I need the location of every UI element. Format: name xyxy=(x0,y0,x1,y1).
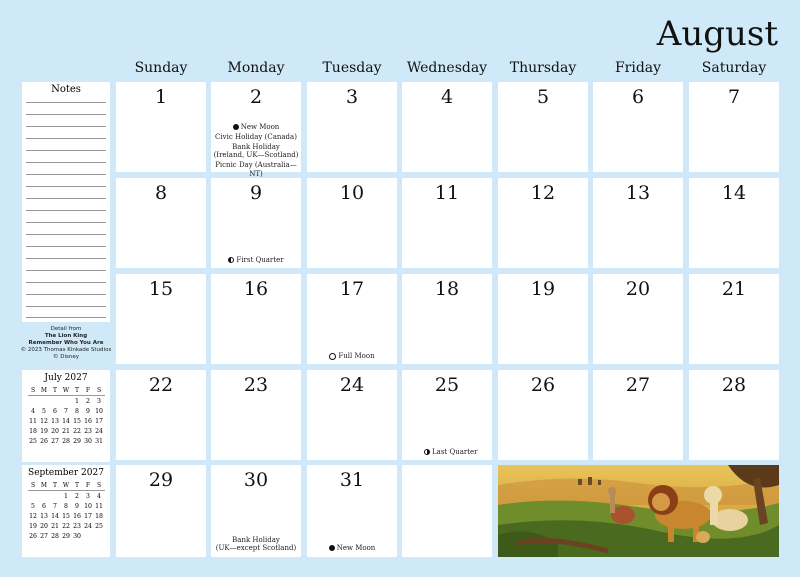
day-number: 24 xyxy=(339,374,365,396)
day-number: 30 xyxy=(243,469,269,491)
mini-day: 24 xyxy=(95,427,103,435)
event-bank-holiday-uk-region: (UK—except Scotland) xyxy=(215,544,297,552)
mini-dow: M xyxy=(39,385,50,396)
day-number: 26 xyxy=(530,374,556,396)
mini-day: 19 xyxy=(40,427,48,435)
day-cell-20[interactable] xyxy=(593,274,683,364)
day-number: 1 xyxy=(154,86,168,108)
day-number: 22 xyxy=(148,374,174,396)
mini-dow: S xyxy=(94,385,105,396)
mini-day: 1 xyxy=(75,397,79,405)
notes-line xyxy=(26,138,106,139)
mini-calendar-title: July 2027 xyxy=(44,373,88,383)
day-cell-9[interactable] xyxy=(211,178,301,268)
notes-line xyxy=(26,258,106,259)
day-number: 14 xyxy=(721,182,747,204)
mini-day: 9 xyxy=(75,502,79,510)
day-number: 11 xyxy=(434,182,460,204)
mini-day xyxy=(61,396,72,407)
mini-day xyxy=(94,531,105,541)
mini-day: 11 xyxy=(95,502,103,510)
mini-day: 17 xyxy=(95,417,103,425)
weekday-saturday: Saturday xyxy=(701,60,767,76)
mini-day xyxy=(39,491,50,502)
mini-dow: W xyxy=(61,480,72,491)
event-bank-holiday: Bank Holiday xyxy=(232,143,280,151)
day-number: 13 xyxy=(625,182,651,204)
day-cell-25[interactable] xyxy=(402,370,492,460)
day-cell-15[interactable] xyxy=(116,274,206,364)
mini-day: 30 xyxy=(84,437,92,445)
day-number: 9 xyxy=(249,182,263,204)
event-first-quarter: First Quarter xyxy=(213,256,299,265)
notes-line xyxy=(26,317,106,318)
mini-day: 21 xyxy=(51,522,59,530)
event-picnic-day: Picnic Day (Australia—NT) xyxy=(215,161,297,178)
day-cell-7[interactable] xyxy=(689,82,779,172)
event-bank-holiday-uk: Bank Holiday xyxy=(232,536,280,544)
mini-day: 29 xyxy=(73,437,81,445)
credit-copyright-kinkade: © 2023 Thomas Kinkade Studios xyxy=(20,347,112,353)
mini-day: 14 xyxy=(51,512,59,520)
weekday-monday: Monday xyxy=(227,60,285,76)
day-cell-11[interactable] xyxy=(402,178,492,268)
mini-day: 10 xyxy=(95,407,103,415)
mini-day: 21 xyxy=(62,427,70,435)
credit-copyright-disney: © Disney xyxy=(52,354,79,360)
day-cell-1[interactable] xyxy=(116,82,206,172)
event-full-moon: Full Moon xyxy=(309,352,395,361)
day-cell-5[interactable] xyxy=(498,82,588,172)
mini-day: 22 xyxy=(62,522,70,530)
day-number: 12 xyxy=(530,182,556,204)
day-cell-8[interactable] xyxy=(116,178,206,268)
mini-day: 30 xyxy=(73,532,81,540)
full-moon-icon xyxy=(329,353,336,360)
day-number: 6 xyxy=(631,86,645,108)
event-bank-holiday-region: (Ireland, UK—Scotland) xyxy=(213,151,299,159)
weekday-wednesday: Wednesday xyxy=(406,60,488,76)
day-number: 25 xyxy=(434,374,460,396)
event-new-moon-31: New Moon xyxy=(309,544,395,553)
day-cell-28[interactable] xyxy=(689,370,779,460)
weekday-sunday: Sunday xyxy=(134,60,188,76)
notes-line xyxy=(26,198,106,199)
mini-day: 10 xyxy=(84,502,92,510)
notes-line xyxy=(26,294,106,295)
first-quarter-moon-icon xyxy=(228,257,234,263)
mini-day: 29 xyxy=(62,532,70,540)
day-cell-13[interactable] xyxy=(593,178,683,268)
mini-calendar-july xyxy=(22,370,110,462)
mini-dow: S xyxy=(94,480,105,491)
mini-calendar-title: September 2027 xyxy=(28,468,104,478)
mini-day: 16 xyxy=(73,512,81,520)
mini-day xyxy=(50,396,61,407)
day-number: 18 xyxy=(434,278,460,300)
mini-day: 9 xyxy=(86,407,90,415)
mini-day: 27 xyxy=(40,532,48,540)
mini-dow: F xyxy=(83,385,94,396)
mini-day: 15 xyxy=(62,512,70,520)
weekday-friday: Friday xyxy=(614,60,662,76)
mini-day xyxy=(50,491,61,502)
mini-day: 22 xyxy=(73,427,81,435)
mini-day: 1 xyxy=(64,492,68,500)
empty-cell xyxy=(402,465,492,557)
day-number: 20 xyxy=(625,278,651,300)
day-cell-4[interactable] xyxy=(402,82,492,172)
art-credit xyxy=(18,326,114,361)
mini-day xyxy=(28,491,39,502)
day-cell-2[interactable] xyxy=(211,82,301,178)
day-number: 28 xyxy=(721,374,747,396)
mini-dow: T xyxy=(50,385,61,396)
credit-artwork-title: The Lion King xyxy=(44,333,88,339)
mini-day: 6 xyxy=(53,407,57,415)
notes-line xyxy=(26,150,106,151)
mini-dow: T xyxy=(50,480,61,491)
notes-title: Notes xyxy=(51,84,81,95)
day-cell-26[interactable] xyxy=(498,370,588,460)
mini-day: 24 xyxy=(84,522,92,530)
day-number: 21 xyxy=(721,278,747,300)
mini-day: 3 xyxy=(86,492,90,500)
mini-calendar-grid xyxy=(28,385,105,446)
lion-king-artwork xyxy=(498,465,779,557)
mini-dow: S xyxy=(28,480,39,491)
notes-line xyxy=(26,186,106,187)
day-cell-23[interactable] xyxy=(211,370,301,460)
day-cell-18[interactable] xyxy=(402,274,492,364)
notes-line xyxy=(26,282,106,283)
mini-day: 8 xyxy=(64,502,68,510)
day-number: 10 xyxy=(339,182,365,204)
mini-day: 26 xyxy=(40,437,48,445)
mini-day: 20 xyxy=(51,427,59,435)
new-moon-icon xyxy=(233,124,239,130)
day-cell-21[interactable] xyxy=(689,274,779,364)
day-number: 15 xyxy=(148,278,174,300)
mini-day xyxy=(28,396,39,407)
day-cell-22[interactable] xyxy=(116,370,206,460)
day-number: 23 xyxy=(243,374,269,396)
mini-day: 17 xyxy=(84,512,92,520)
day-cell-12[interactable] xyxy=(498,178,588,268)
weekday-thursday: Thursday xyxy=(509,60,577,76)
notes-line xyxy=(26,210,106,211)
mini-day: 23 xyxy=(73,522,81,530)
mini-day: 12 xyxy=(29,512,37,520)
day-cell-19[interactable] xyxy=(498,274,588,364)
mini-day: 2 xyxy=(86,397,90,405)
mini-day: 28 xyxy=(51,532,59,540)
day-cell-27[interactable] xyxy=(593,370,683,460)
notes-line xyxy=(26,102,106,103)
mini-dow: T xyxy=(72,385,83,396)
mini-day: 4 xyxy=(97,492,101,500)
event-new-moon: New Moon xyxy=(213,123,299,132)
mini-day: 26 xyxy=(29,532,37,540)
mini-day: 25 xyxy=(95,522,103,530)
mini-day: 20 xyxy=(40,522,48,530)
mini-dow: W xyxy=(61,385,72,396)
mini-day: 18 xyxy=(29,427,37,435)
mini-day: 2 xyxy=(75,492,79,500)
day-number: 27 xyxy=(625,374,651,396)
day-number: 4 xyxy=(440,86,454,108)
day-cell-10[interactable] xyxy=(307,178,397,268)
day-number: 7 xyxy=(727,86,741,108)
mini-day: 25 xyxy=(29,437,37,445)
day-cell-14[interactable] xyxy=(689,178,779,268)
notes-line xyxy=(26,114,106,115)
mini-day: 3 xyxy=(97,397,101,405)
day-number: 16 xyxy=(243,278,269,300)
notes-panel[interactable] xyxy=(22,82,110,322)
event-civic-holiday: Civic Holiday (Canada) xyxy=(215,133,297,141)
mini-dow: S xyxy=(28,385,39,396)
notes-line xyxy=(26,234,106,235)
mini-day: 8 xyxy=(75,407,79,415)
day-cell-17[interactable] xyxy=(307,274,397,364)
day-cell-6[interactable] xyxy=(593,82,683,172)
mini-dow: T xyxy=(72,480,83,491)
mini-day: 7 xyxy=(64,407,68,415)
day-number: 29 xyxy=(148,469,174,491)
mini-day: 7 xyxy=(53,502,57,510)
notes-line xyxy=(26,162,106,163)
mini-calendar-grid xyxy=(28,480,105,541)
day-number: 2 xyxy=(249,86,263,108)
mini-day: 13 xyxy=(51,417,59,425)
day-cell-29[interactable] xyxy=(116,465,206,557)
notes-line xyxy=(26,222,106,223)
mini-dow: F xyxy=(83,480,94,491)
day-number: 31 xyxy=(339,469,365,491)
mini-day: 14 xyxy=(62,417,70,425)
mini-day: 4 xyxy=(31,407,35,415)
notes-line xyxy=(26,126,106,127)
new-moon-icon xyxy=(329,545,335,551)
mini-day: 12 xyxy=(40,417,48,425)
notes-line xyxy=(26,270,106,271)
notes-line xyxy=(26,174,106,175)
day-cell-16[interactable] xyxy=(211,274,301,364)
mini-day: 16 xyxy=(84,417,92,425)
mini-day: 5 xyxy=(42,407,46,415)
mini-day: 11 xyxy=(29,417,37,425)
notes-line xyxy=(26,306,106,307)
mini-day: 6 xyxy=(42,502,46,510)
mini-day: 19 xyxy=(29,522,37,530)
credit-artwork-subtitle: Remember Who You Are xyxy=(28,340,104,346)
mini-day: 13 xyxy=(40,512,48,520)
credit-line-1: Detail from xyxy=(50,326,82,332)
artwork-image xyxy=(498,465,779,557)
mini-calendar-september xyxy=(22,465,110,557)
mini-day xyxy=(83,531,94,541)
day-number: 19 xyxy=(530,278,556,300)
mini-dow: M xyxy=(39,480,50,491)
day-cell-30[interactable] xyxy=(211,465,301,557)
day-number: 8 xyxy=(154,182,168,204)
last-quarter-moon-icon xyxy=(424,449,430,455)
notes-line xyxy=(26,246,106,247)
day-number: 5 xyxy=(536,86,550,108)
weekday-tuesday: Tuesday xyxy=(322,60,382,76)
month-title: August xyxy=(656,14,778,54)
day-cell-31[interactable] xyxy=(307,465,397,557)
day-number: 17 xyxy=(339,278,365,300)
mini-day: 23 xyxy=(84,427,92,435)
mini-day: 31 xyxy=(95,437,103,445)
mini-day xyxy=(39,396,50,407)
mini-day: 28 xyxy=(62,437,70,445)
day-number: 3 xyxy=(345,86,359,108)
day-cell-3[interactable] xyxy=(307,82,397,172)
mini-day: 27 xyxy=(51,437,59,445)
mini-day: 5 xyxy=(31,502,35,510)
mini-day: 18 xyxy=(95,512,103,520)
mini-day: 15 xyxy=(73,417,81,425)
day-cell-24[interactable] xyxy=(307,370,397,460)
event-last-quarter: Last Quarter xyxy=(424,448,490,457)
